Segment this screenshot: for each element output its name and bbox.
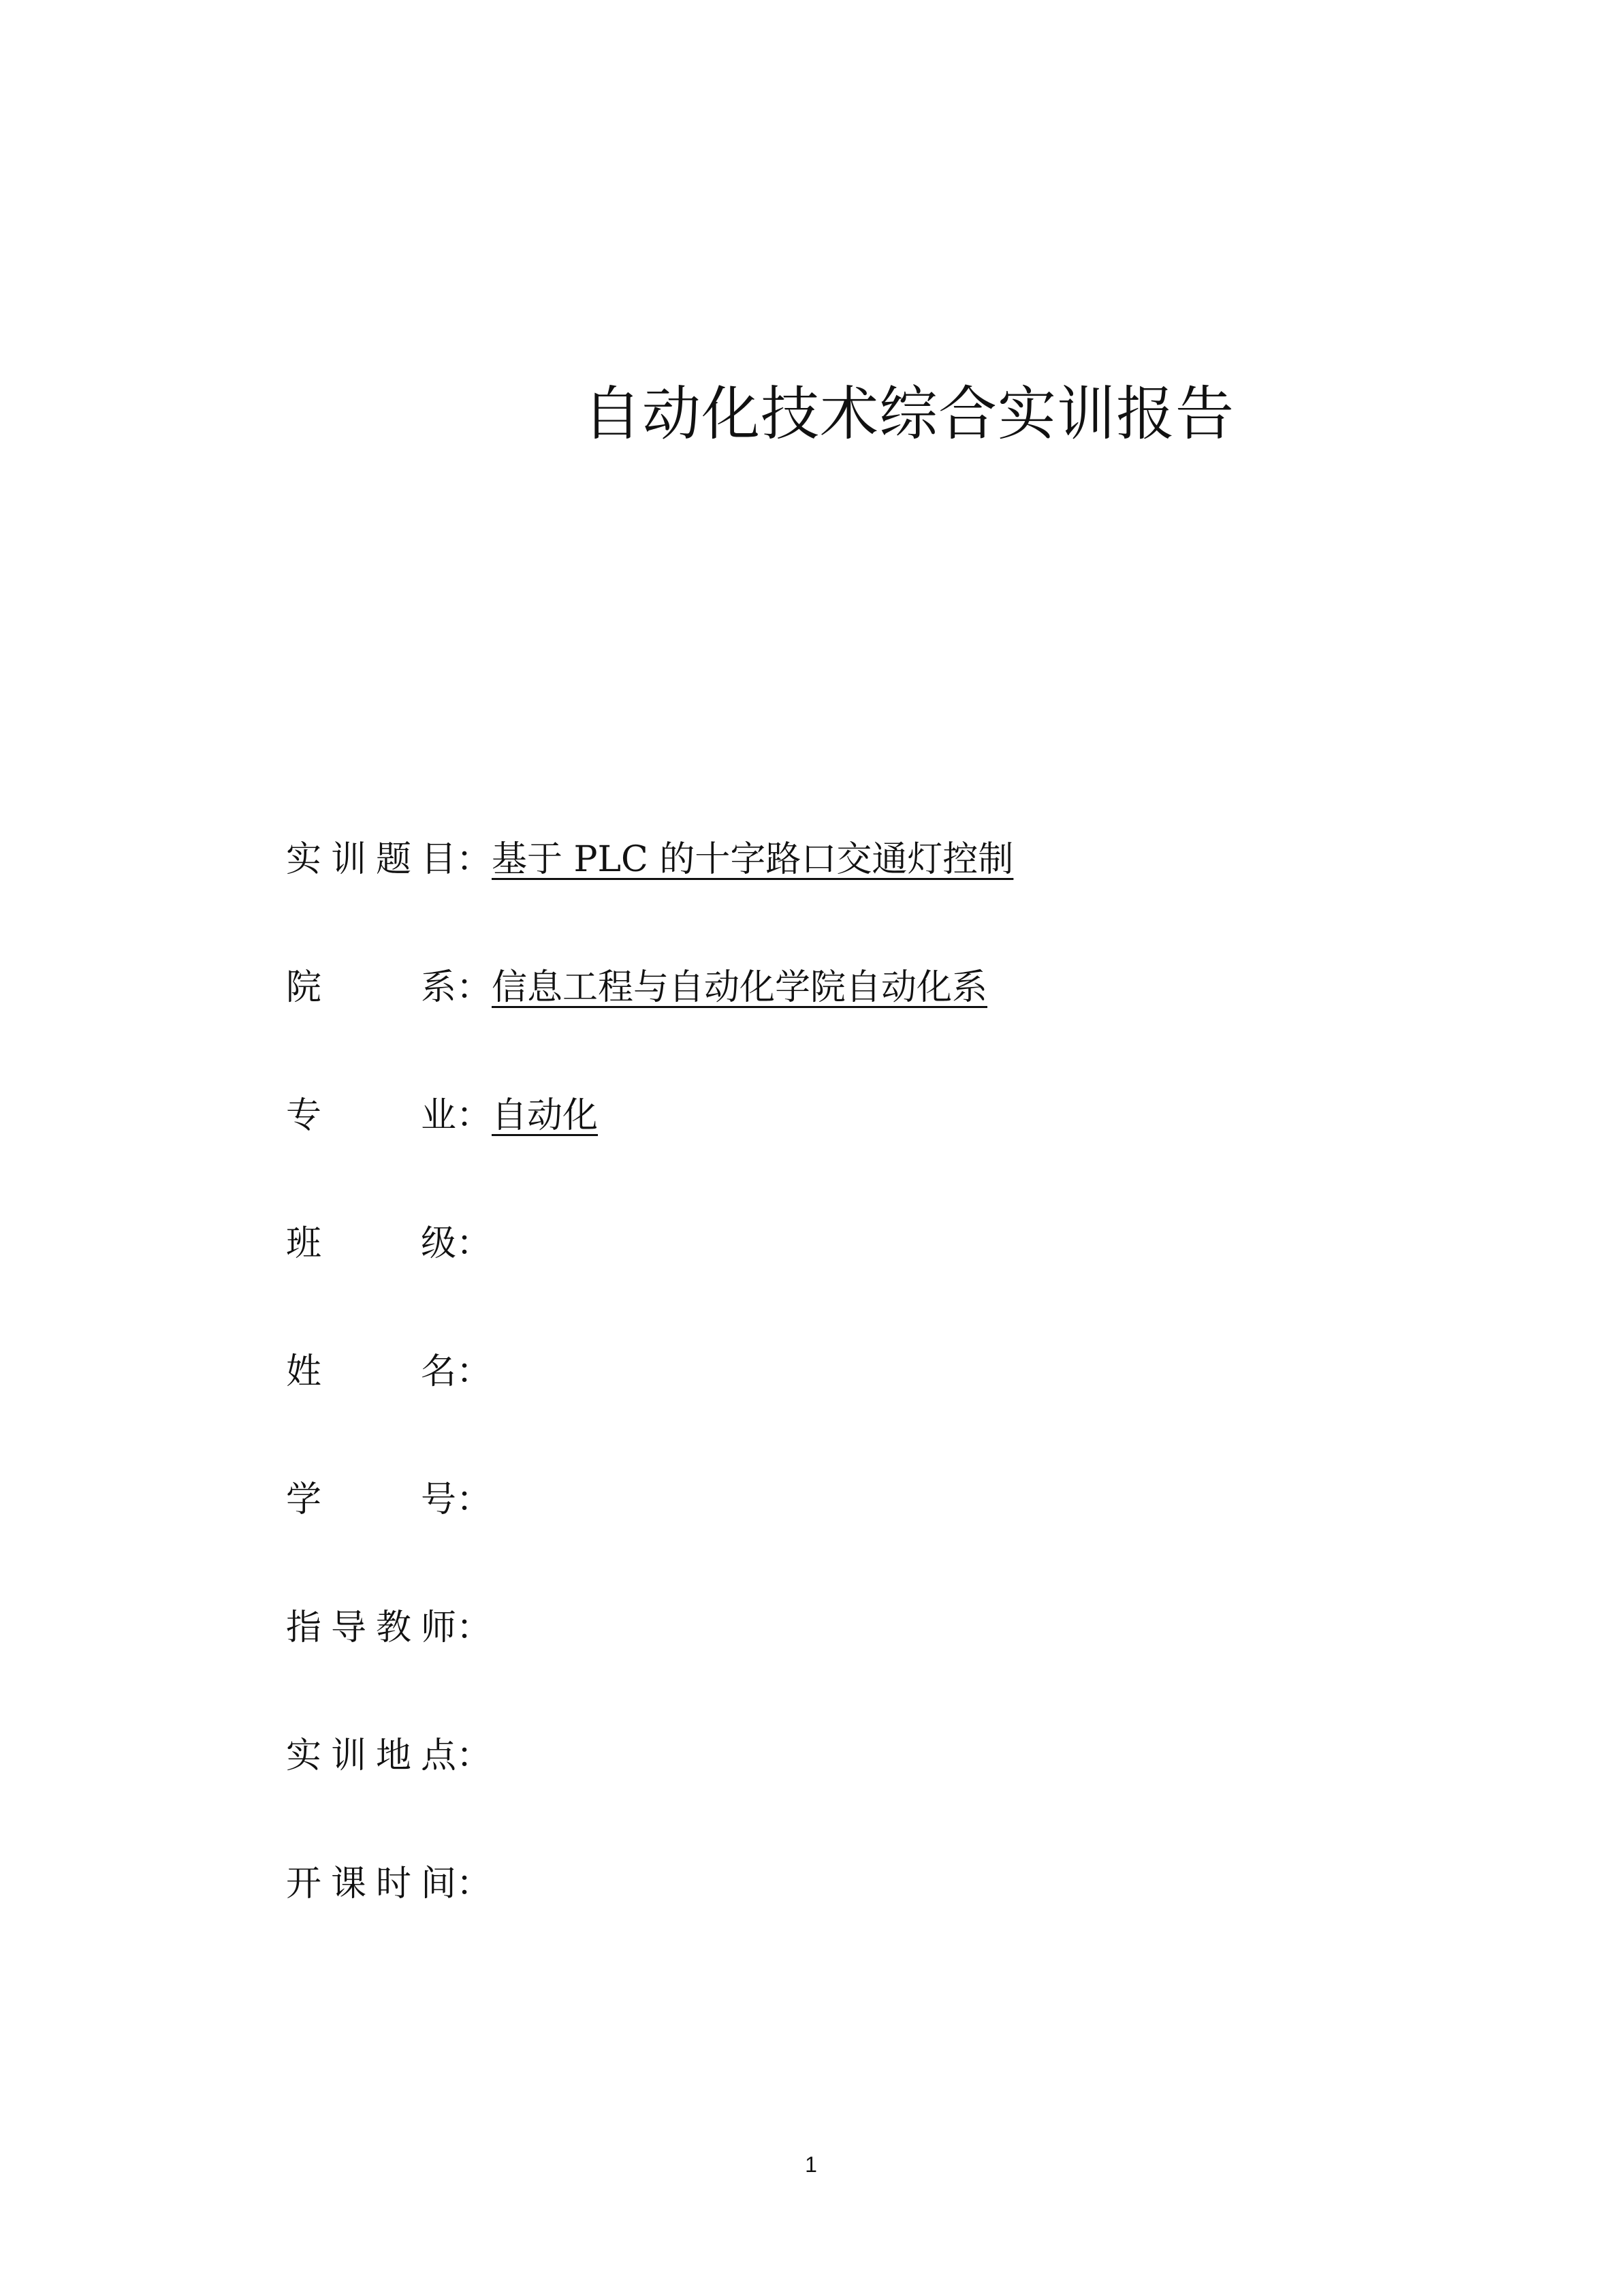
field-colon: ： <box>456 839 492 880</box>
field-student-id <box>286 1473 1444 1601</box>
field-label: 指导教师 <box>286 1607 456 1648</box>
field-class <box>286 1216 1444 1344</box>
field-label: 实训题目 <box>286 839 456 880</box>
field-label: 姓名 <box>286 1351 456 1392</box>
field-colon: ： <box>456 1479 492 1520</box>
field-label: 学号 <box>286 1479 456 1520</box>
field-label: 专业 <box>286 1095 456 1136</box>
field-colon: ： <box>456 967 492 1008</box>
field-course-time <box>286 1857 1444 1985</box>
field-value: 基于 PLC 的十字路口交通灯控制 <box>492 839 1014 880</box>
field-training-topic <box>286 832 1444 960</box>
field-training-location <box>286 1729 1444 1857</box>
field-colon: ： <box>456 1351 492 1392</box>
field-instructor <box>286 1601 1444 1729</box>
field-value: 信息工程与自动化学院自动化系 <box>492 967 988 1008</box>
cover-info-fields <box>286 832 1444 1985</box>
field-label: 班级 <box>286 1223 456 1264</box>
document-title: 自动化技术综合实训报告 <box>583 380 1235 448</box>
field-label: 实训地点 <box>286 1735 456 1776</box>
field-colon: ： <box>456 1863 492 1904</box>
field-major <box>286 1088 1444 1216</box>
field-label: 院系 <box>286 967 456 1008</box>
field-department <box>286 960 1444 1088</box>
field-colon: ： <box>456 1735 492 1776</box>
field-value: 自动化 <box>492 1095 599 1136</box>
field-colon: ： <box>456 1095 492 1136</box>
field-colon: ： <box>456 1607 492 1648</box>
field-label: 开课时间 <box>286 1863 456 1904</box>
field-name <box>286 1344 1444 1473</box>
page-number: 1 <box>805 2152 817 2177</box>
field-colon: ： <box>456 1223 492 1264</box>
